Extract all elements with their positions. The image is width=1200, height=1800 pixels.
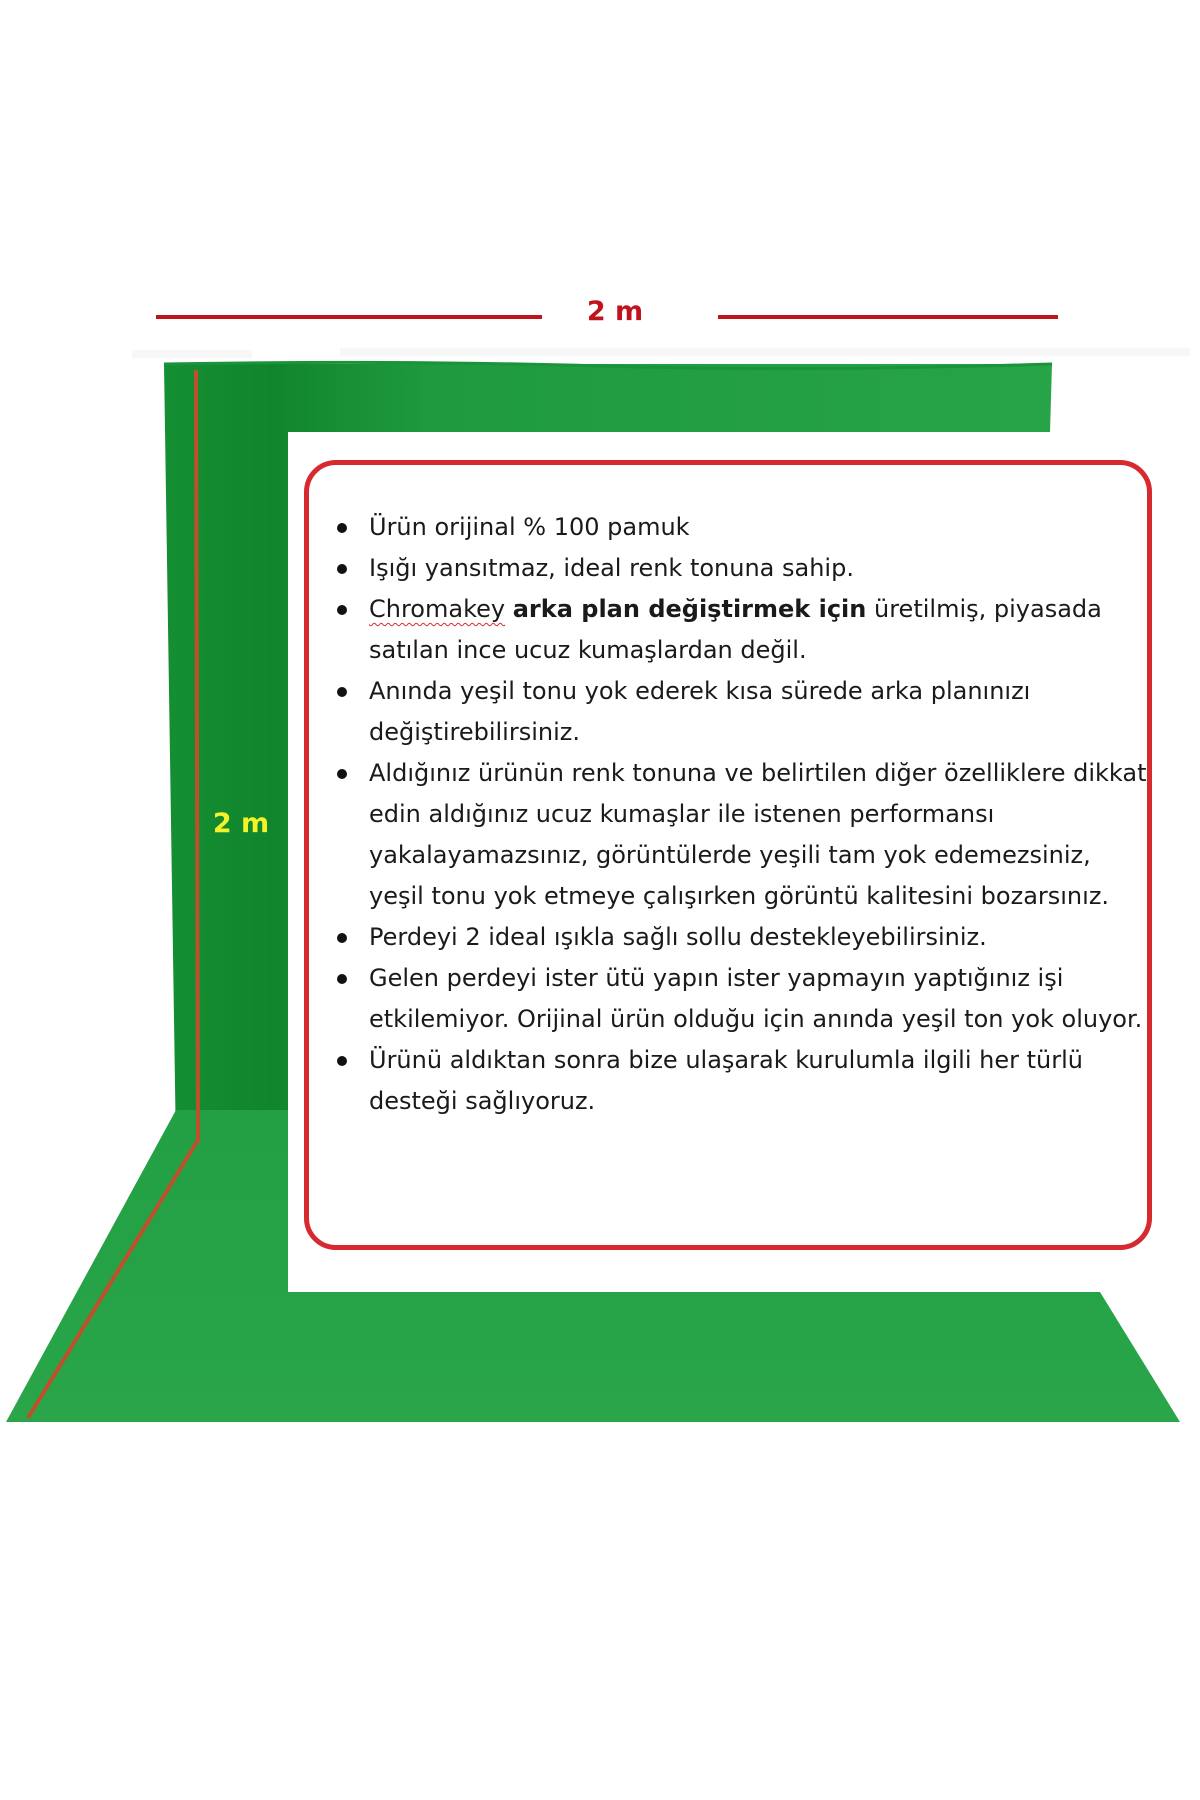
feature-text: Ürün orijinal % 100 pamuk	[369, 513, 690, 541]
feature-item	[369, 507, 1149, 548]
white-strip-right	[340, 348, 1190, 356]
feature-item	[369, 671, 1149, 753]
feature-text: Gelen perdeyi ister ütü yapın ister yapmayın yaptığınız işi etkilemiyor. Orijinal ürün olduğu için anında yeşil ton yok oluyor.	[369, 964, 1143, 1033]
feature-text: arka plan değiştirmek için	[512, 595, 867, 623]
product-info-box	[304, 460, 1152, 1250]
feature-text: Işığı yansıtmaz, ideal renk tonuna sahip.	[369, 554, 854, 582]
feature-item	[369, 917, 1149, 958]
height-dimension-label: 2 m	[212, 808, 270, 839]
width-dimension-label: 2 m	[586, 296, 644, 327]
feature-item	[369, 589, 1149, 671]
white-strip-left	[132, 350, 252, 358]
feature-item	[369, 958, 1149, 1040]
feature-item	[369, 753, 1149, 917]
feature-text	[505, 595, 513, 623]
feature-text: üretilmiş, piyasada satılan ince ucuz kumaşlardan değil.	[369, 595, 1102, 664]
feature-text: Chromakey	[369, 595, 506, 623]
feature-text: Anında yeşil tonu yok ederek kısa sürede arka planınızı değiştirebilirsiniz.	[369, 677, 1031, 746]
feature-item	[369, 548, 1149, 589]
feature-text: Ürünü aldıktan sonra bize ulaşarak kurulumla ilgili her türlü desteği sağlıyoruz.	[369, 1046, 1083, 1115]
feature-text: Perdeyi 2 ideal ışıkla sağlı sollu destekleyebilirsiniz.	[369, 923, 987, 951]
feature-list	[309, 507, 1149, 1122]
feature-item	[369, 1040, 1149, 1122]
feature-text: Aldığınız ürünün renk tonuna ve belirtilen diğer özelliklere dikkat edin aldığınız ucuz kumaşlar ile istenen performansı yakalayamazsınız, görüntülerde yeşili tam yok edemezsiniz, yeşil tonu yok etmeye çalışırken görüntü kalitesini bozarsınız.	[369, 759, 1147, 910]
